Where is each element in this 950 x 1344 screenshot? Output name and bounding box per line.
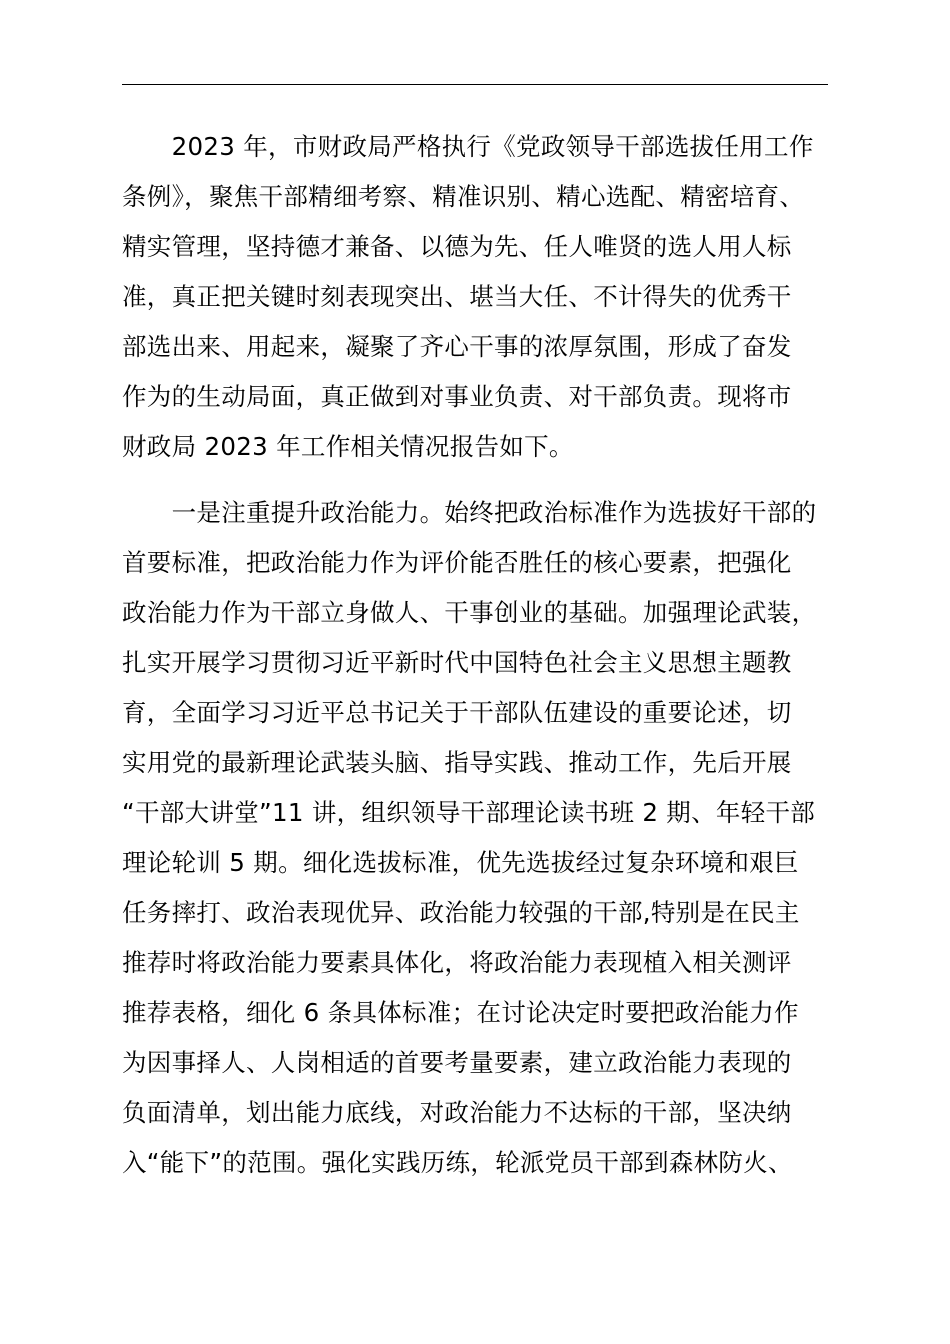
text-line: 条例》，聚焦干部精细考察、精准识别、精心选配、精密培育、 — [122, 182, 805, 211]
text-line: 财政局 2023 年工作相关情况报告如下。 — [122, 432, 574, 461]
text-line: 政治能力作为干部立身做人、干事创业的基础。加强理论武装， — [122, 598, 817, 627]
header-rule — [122, 84, 828, 85]
paragraph-intro — [122, 122, 862, 472]
text-line: 实用党的最新理论武装头脑、指导实践、推动工作，先后开展 — [122, 748, 792, 777]
text-line: 任务摔打、政治表现优异、政治能力较强的干部,特别是在民主 — [122, 898, 800, 927]
text-line: 作为的生动局面，真正做到对事业负责、对干部负责。现将市 — [122, 382, 792, 411]
text-line: 推荐时将政治能力要素具体化，将政治能力表现植入相关测评 — [122, 948, 792, 977]
text-line: 一是注重提升政治能力。始终把政治标准作为选拔好干部的 — [122, 498, 817, 527]
text-line: 准，真正把关键时刻表现突出、堪当大任、不计得失的优秀干 — [122, 282, 792, 311]
text-line: 育，全面学习习近平总书记关于干部队伍建设的重要论述，切 — [122, 698, 792, 727]
text-line: 精实管理，坚持德才兼备、以德为先、任人唯贤的选人用人标 — [122, 232, 792, 261]
text-line: 入“能下”的范围。强化实践历练，轮派党员干部到森林防火、 — [122, 1148, 793, 1177]
paragraph-political-ability — [122, 488, 862, 1188]
text-line: 部选出来、用起来，凝聚了齐心干事的浓厚氛围，形成了奋发 — [122, 332, 792, 361]
text-line: 负面清单，划出能力底线，对政治能力不达标的干部，坚决纳 — [122, 1098, 792, 1127]
text-line: 理论轮训 5 期。细化选拔标准，优先选拔经过复杂环境和艰巨 — [122, 848, 799, 877]
text-line: 扎实开展学习贯彻习近平新时代中国特色社会主义思想主题教 — [122, 648, 792, 677]
text-line: “干部大讲堂”11 讲，组织领导干部理论读书班 2 期、年轻干部 — [122, 798, 816, 827]
text-line: 推荐表格，细化 6 条具体标准；在讨论决定时要把政治能力作 — [122, 998, 799, 1027]
text-line: 2023 年，市财政局严格执行《党政领导干部选拔任用工作 — [122, 132, 814, 161]
text-line: 为因事择人、人岗相适的首要考量要素，建立政治能力表现的 — [122, 1048, 792, 1077]
text-line: 首要标准，把政治能力作为评价能否胜任的核心要素，把强化 — [122, 548, 792, 577]
